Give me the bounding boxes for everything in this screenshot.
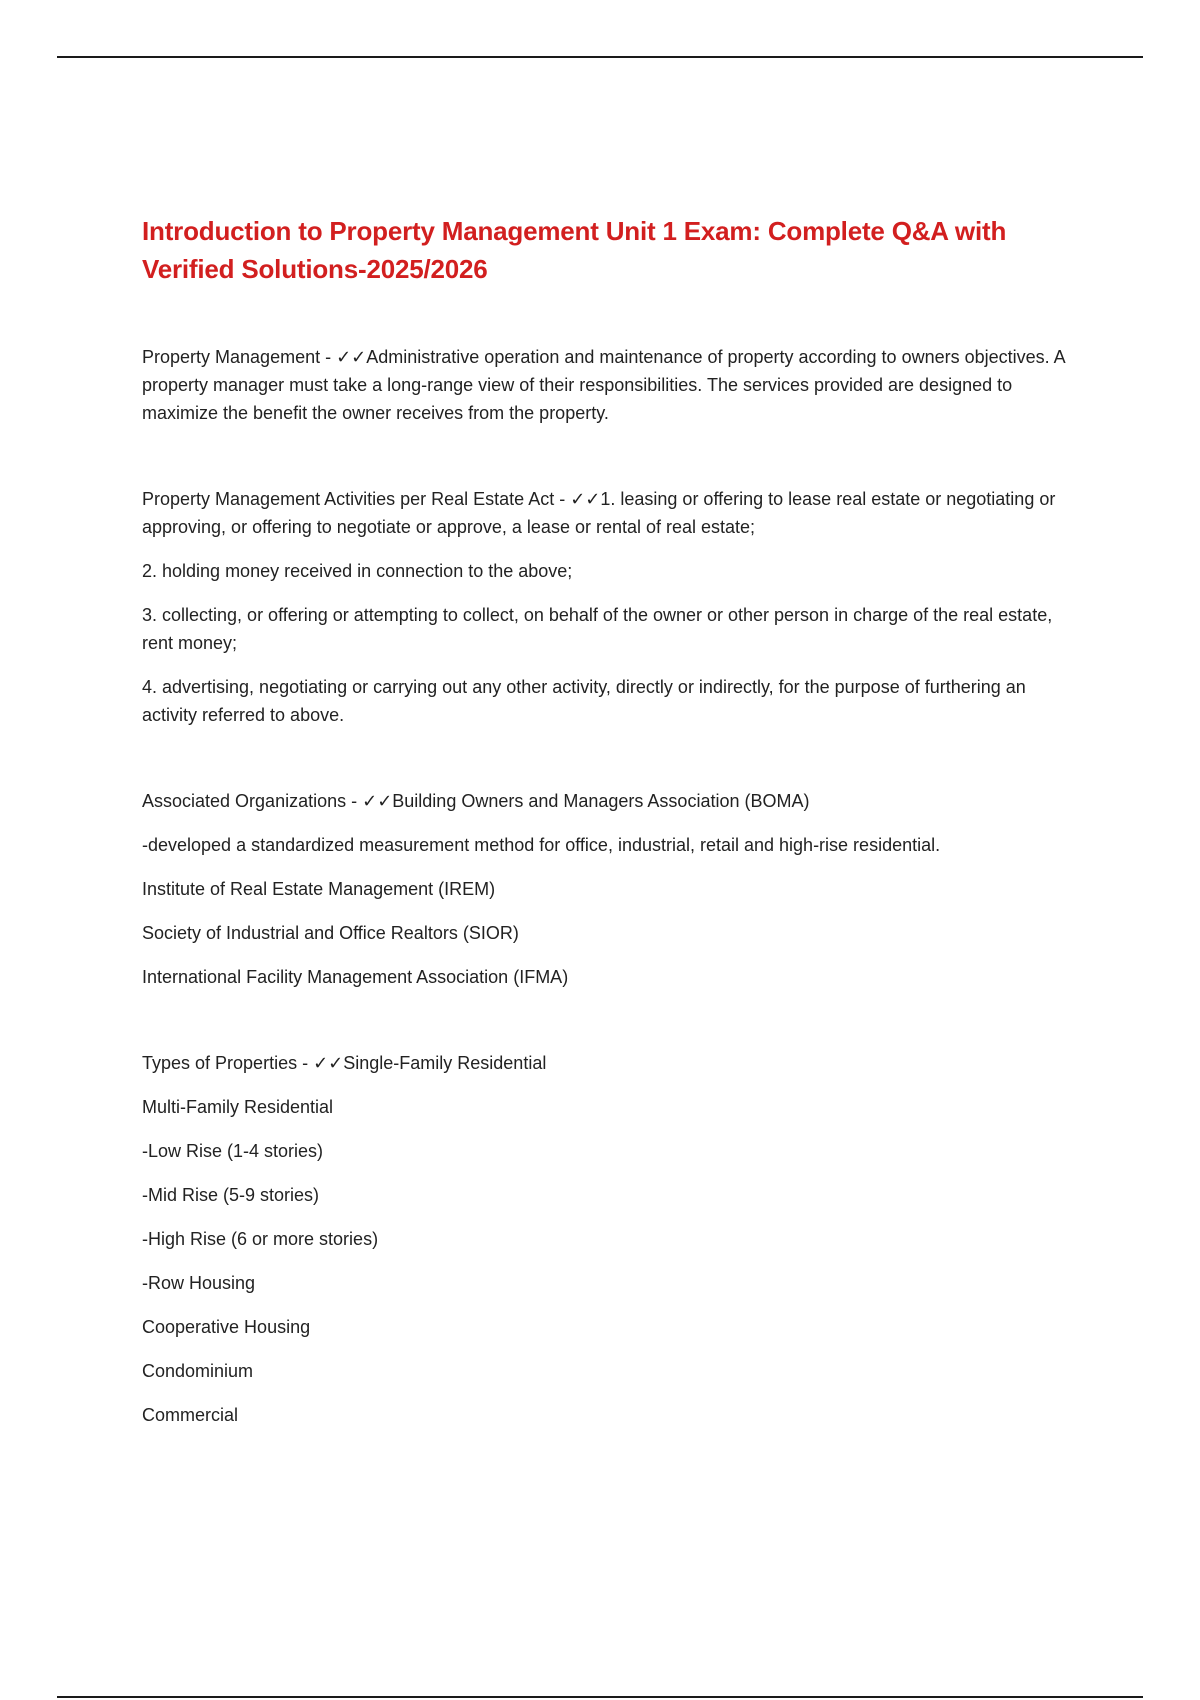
qa-term: Property Management xyxy=(142,347,321,367)
checkmark-separator: - ✓✓ xyxy=(554,489,601,509)
qa-answer-line: Cooperative Housing xyxy=(142,1317,311,1337)
qa-entry-activities xyxy=(142,485,1067,729)
document-title: Introduction to Property Management Unit 1 Exam: Complete Q&A with Verified Solutions-2025/2026 xyxy=(142,216,1007,284)
qa-answer: Single-Family Residential xyxy=(343,1053,547,1073)
qa-answer: 1. leasing or offering to lease real estate or negotiating or approving, or offering to negotiate or approve, a lease or rental of real estate; xyxy=(142,489,1056,537)
qa-answer-line: -Low Rise (1-4 stories) xyxy=(142,1141,324,1161)
qa-answer-line: -Row Housing xyxy=(142,1273,256,1293)
qa-entry-types-of-properties xyxy=(142,1049,1067,1429)
qa-entry-property-management xyxy=(142,343,1067,427)
qa-answer-line: Multi-Family Residential xyxy=(142,1097,334,1117)
qa-answer-line: International Facility Management Association (IFMA) xyxy=(142,967,569,987)
qa-answer-line: -developed a standardized measurement method for office, industrial, retail and high-rise residential. xyxy=(142,835,941,855)
top-rule xyxy=(57,56,1143,58)
qa-term: Types of Properties xyxy=(142,1053,298,1073)
qa-answer-line: -Mid Rise (5-9 stories) xyxy=(142,1185,320,1205)
qa-term: Property Management Activities per Real Estate Act xyxy=(142,489,555,509)
qa-answer-line: 3. collecting, or offering or attempting to collect, on behalf of the owner or other person in charge of the real estate, rent money; xyxy=(142,605,1053,653)
qa-answer-line: 4. advertising, negotiating or carrying out any other activity, directly or indirectly, for the purpose of furthering an activity referred to above. xyxy=(142,677,1026,725)
qa-entry-associated-organizations xyxy=(142,787,1067,991)
checkmark-separator: - ✓✓ xyxy=(320,347,367,367)
qa-list xyxy=(142,343,1067,1429)
checkmark-separator: - ✓✓ xyxy=(346,791,393,811)
qa-question-line xyxy=(142,485,1067,541)
qa-answer-line: Condominium xyxy=(142,1361,254,1381)
bottom-rule xyxy=(57,1696,1143,1698)
qa-question-line xyxy=(142,343,1067,427)
qa-question-line xyxy=(142,787,1067,815)
document-body xyxy=(142,212,1067,1429)
qa-answer-line: -High Rise (6 or more stories) xyxy=(142,1229,379,1249)
qa-term: Associated Organizations xyxy=(142,791,347,811)
qa-answer: Building Owners and Managers Association (BOMA) xyxy=(392,791,810,811)
qa-question-line xyxy=(142,1049,1067,1077)
qa-answer-line: 2. holding money received in connection to the above; xyxy=(142,561,573,581)
checkmark-separator: - ✓✓ xyxy=(297,1053,344,1073)
qa-answer-line: Society of Industrial and Office Realtors (SIOR) xyxy=(142,923,519,943)
qa-answer-line: Commercial xyxy=(142,1405,239,1425)
qa-answer: Administrative operation and maintenance of property according to owners objectives. A property manager must take a long-range view of their responsibilities. The services provided are designed to maximize the benefit the owner receives from the property. xyxy=(142,347,1065,423)
qa-answer-line: Institute of Real Estate Management (IREM) xyxy=(142,879,496,899)
